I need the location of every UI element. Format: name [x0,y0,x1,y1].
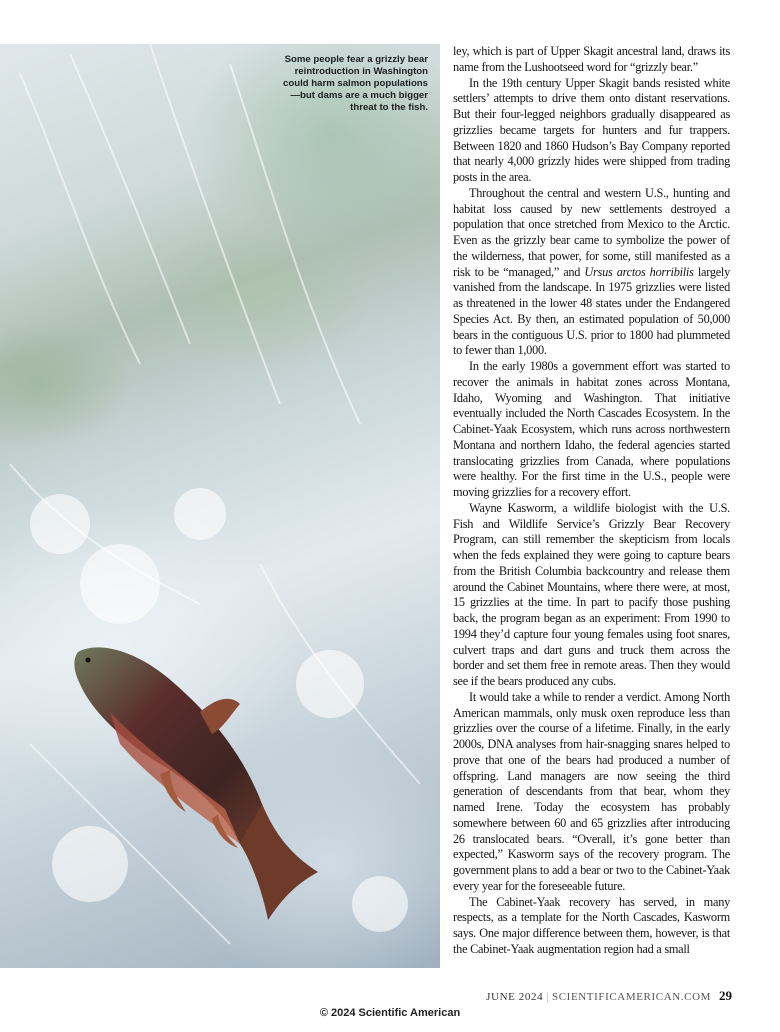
paragraph: ley, which is part of Upper Skagit ancestral land, draws its name from the Lushootseed word for “grizzly bear.” [453,44,730,74]
paragraph: It would take a while to render a verdict. Among North American mammals, only musk oxen reproduce less than grizzlies over the course of a lifetime. Finally, in the early 2000s, DNA analyses from hair-snagging snares helped to prove that one of the bears had produced a number of offspring. Land managers are now seeing the third generation of descendants from that bear, whom they named Irene. Today the ecosystem has probably somewhere between 60 and 65 grizzlies after introducing 26 translocated bears. “Overall, it’s gone better than expected,” Kasworm says of the recovery program. The government plans to add a bear or two to the Cabinet-Yaak every year for the foreseeable future. [453,689,730,893]
paragraph: In the early 1980s a government effort was started to recover the animals in habitat zones across Montana, Idaho, Wyoming and Washington. That initiative eventually included the North Cascades Ecosystem. In the Cabinet-Yaak Ecosystem, which runs across northwestern Montana and northern Idaho, the federal agencies started translocating grizzlies from Canada, where populations were healthy. For the first time in the U.S., people were moving grizzlies for a recovery effort. [453,359,730,499]
photo-caption: Some people fear a grizzly bear reintroduction in Washington could harm salmon populations—but dams are a much bigger threat to the fish. [283,54,428,113]
article-text [453,44,730,958]
salmon-illustration [0,44,440,968]
paragraph: In the 19th century Upper Skagit bands resisted white settlers’ attempts to drive them onto distant reservations. But their four-legged neighbors gradually disappeared as grizzlies became targets for hunters and fur trappers. Between 1820 and 1860 Hudson’s Bay Company reported that nearly 4,000 grizzly hides were shipped from trading posts in the area. [453,75,730,184]
paragraph: Throughout the central and western U.S., hunting and habitat loss caused by new settlements destroyed a population that once stretched from Mexico to the Arctic. Even as the grizzly bear came to symbolize the power of the wilderness, that power, for some, still manifested as a risk to be “managed,” and Ursus arctos horribilis largely vanished from the landscape. In 1975 grizzlies were listed as threatened in the lower 48 states under the Endangered Species Act. By then, an estimated population of 50,000 bears in the contiguous U.S. prior to 1800 had plummeted to fewer than 1,000. [453,185,730,358]
paragraph: Wayne Kasworm, a wildlife biologist with the U.S. Fish and Wildlife Service’s Grizzly Bear Recovery Program, can still remember the skepticism from locals when the feds explained they were going to capture bears from the British Columbia backcountry and release them around the Cabinet Mountains, where there were, at most, 15 grizzlies at the time. In part to pacify those pushing back, the program began as an experiment: From 1990 to 1994 they’d capture four young females using foot snares, culvert traps and dart guns and truck them across the border and set them free in remote areas. Then they would see if the bears produced any cubs. [453,500,730,688]
issue-date: JUNE 2024 [486,991,544,1003]
website-link[interactable]: SCIENTIFICAMERICAN.COM [552,991,711,1003]
species-name: Ursus arctos horribilis [584,264,694,279]
page-footer: JUNE 2024 | SCIENTIFICAMERICAN.COM 29 [486,988,732,1003]
paragraph: The Cabinet-Yaak recovery has served, in many respects, as a template for the North Cascades, Kasworm says. One major difference between them, however, is that the Cabinet-Yaak augmentation region had a small [453,894,730,956]
salmon-photo [0,44,440,968]
copyright-notice: © 2024 Scientific American [319,1007,461,1019]
page-number: 29 [719,988,732,1003]
